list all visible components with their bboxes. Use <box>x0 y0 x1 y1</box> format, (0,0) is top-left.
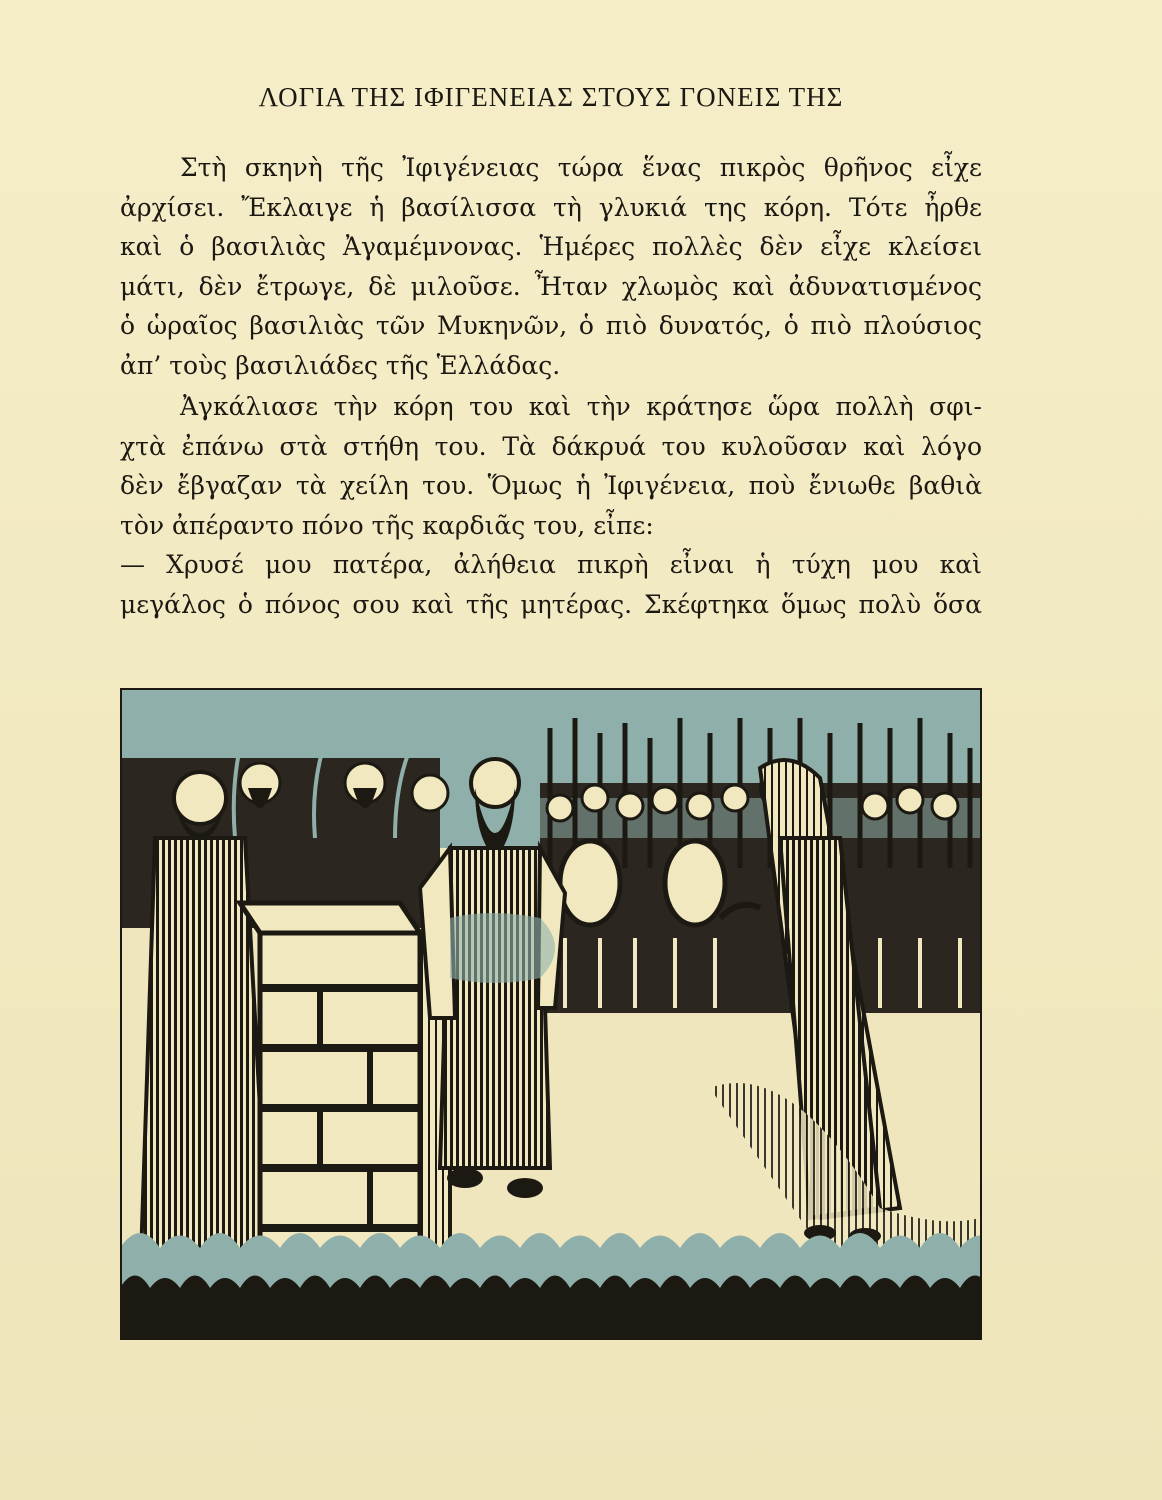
body-text <box>120 148 982 624</box>
paragraph-2-line-4: τὸν ἀπέραντο πόνο τῆς καρδιᾶς του, εἶπε: <box>120 510 654 540</box>
paragraph-1-line-6: ἀπ’ τοὺς βασιλιάδες τῆς Ἑλλάδας. <box>120 350 561 380</box>
page-heading: ΛΟΓΙΑ ΤΗΣ ΙΦΙΓΕΝΕΙΑΣ ΣΤΟΥΣ ΓΟΝΕΙΣ ΤΗΣ <box>258 82 844 112</box>
paragraph-1-line-1: Στὴ σκηνὴ τῆς Ἰφιγένειας τώρα ἕνας πικρὸς θρῆνος εἶχε <box>180 153 982 182</box>
paragraph-2-line-2: χτὰ ἐπάνω στὰ στήθη του. Τὰ δάκρυά του κυλοῦσαν καὶ λόγο <box>120 431 982 461</box>
paragraph-1-line-3: καὶ ὁ βασιλιὰς Ἀγαμέμνονας. Ἡμέρες πολλὲς δὲν εἶχε κλείσει <box>120 232 982 261</box>
paragraph-2-line-1: Ἀγκάλιασε τὴν κόρη του καὶ τὴν κράτησε ὥρα πολλὴ σφι- <box>180 392 982 421</box>
paragraph-1-line-2: ἀρχίσει. Ἔκλαιγε ἡ βασίλισσα τὴ γλυκιά της κόρη. Τότε ἦρθε <box>120 192 982 222</box>
paragraph-3-line-2: μεγάλος ὁ πόνος σου καὶ τῆς μητέρας. Σκέφτηκα ὅμως πολὺ ὅσα <box>120 589 982 619</box>
paragraph-2-line-3: δὲν ἔβγαζαν τὰ χείλη του. Ὅμως ἡ Ἰφιγένεια, ποὺ ἔνιωθε βαθιὰ <box>120 471 982 500</box>
stone-altar <box>240 903 450 1263</box>
paragraph-1-line-5: ὁ ὡραῖος βασιλιὰς τῶν Μυκηνῶν, ὁ πιὸ δυνατός, ὁ πιὸ πλούσιος <box>120 311 982 340</box>
paragraph-3-line-1: — Χρυσέ μου πατέρα, ἀλήθεια πικρὴ εἶναι ἡ τύχη μου καὶ <box>120 550 982 579</box>
illustration-artwork <box>120 688 982 1340</box>
woodcut-illustration <box>120 688 982 1340</box>
paragraph-1-line-4: μάτι, δὲν ἔτρωγε, δὲ μιλοῦσε. Ἦταν χλωμὸς καὶ ἀδυνατισμένος <box>120 271 982 301</box>
